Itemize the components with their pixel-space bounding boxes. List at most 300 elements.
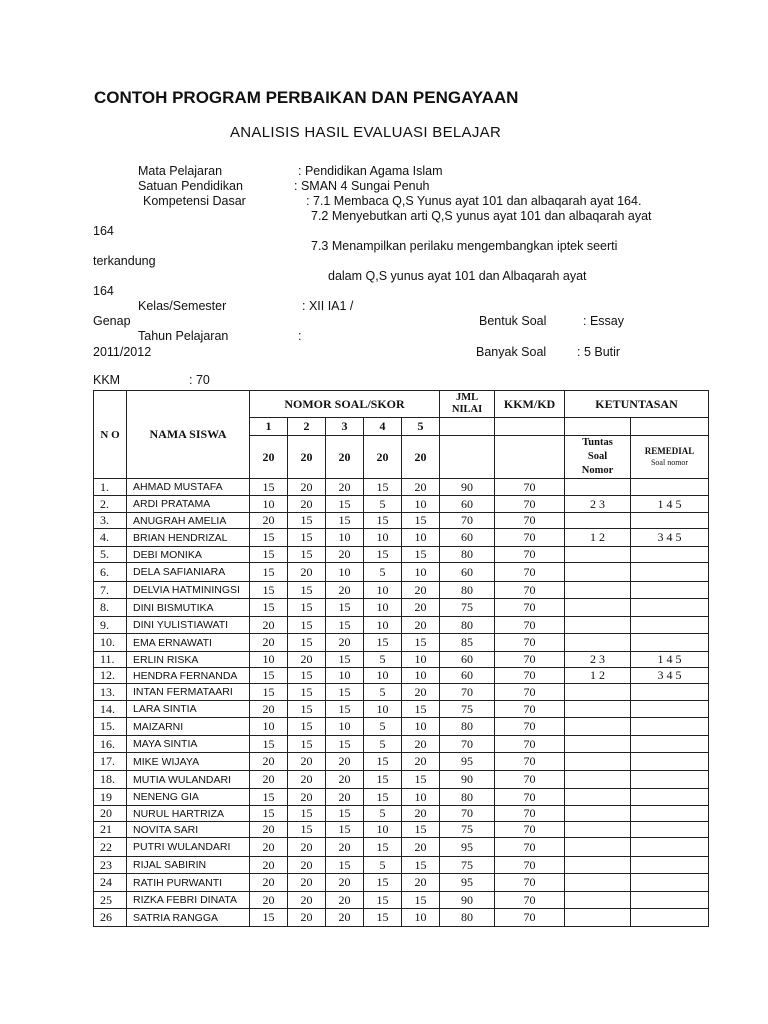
remedial-soal: [631, 822, 709, 838]
mapel-label: Mata Pelajaran: [138, 164, 223, 178]
question-score: 15: [288, 617, 326, 634]
row-number: 7.: [94, 582, 127, 599]
tuntas-soal: 1 2: [565, 668, 631, 684]
question-score: 20: [250, 892, 288, 909]
banyak-soal-label: Banyak Soal: [476, 345, 547, 359]
kd-line-4: dalam Q,S yunus ayat 101 dan Albaqarah ayat: [328, 269, 587, 283]
question-score: 10: [402, 909, 440, 927]
question-number: 4: [364, 418, 402, 436]
kelas-label: Kelas/Semester: [138, 299, 227, 313]
question-score: 10: [402, 789, 440, 806]
question-score: 10: [364, 701, 402, 718]
row-number: 26: [94, 909, 127, 927]
remedial-soal: 1 4 5: [631, 496, 709, 513]
tuntas-soal: [565, 701, 631, 718]
question-score: 5: [364, 736, 402, 753]
header-nomor-soal: NOMOR SOAL/SKOR: [250, 391, 440, 418]
header-remedial: [631, 436, 709, 479]
question-score: 20: [288, 479, 326, 496]
header-remedial-title: REMEDIAL: [644, 446, 695, 456]
empty-cell: [631, 418, 709, 436]
remedial-soal: [631, 909, 709, 927]
question-score: 15: [326, 496, 364, 513]
question-score: 20: [250, 838, 288, 857]
student-name: ARDI PRATAMA: [127, 496, 250, 513]
row-number: 20: [94, 806, 127, 822]
question-score: 15: [402, 857, 440, 874]
student-name: EMA ERNAWATI: [127, 634, 250, 652]
total-score: 90: [440, 771, 495, 789]
empty-cell: [565, 418, 631, 436]
question-score: 15: [402, 701, 440, 718]
kkm-value: 70: [495, 789, 565, 806]
total-score: 80: [440, 718, 495, 736]
table-row: [94, 652, 709, 668]
row-number: 22: [94, 838, 127, 857]
question-score: 10: [402, 718, 440, 736]
question-score: 15: [326, 822, 364, 838]
student-name: NOVITA SARI: [127, 822, 250, 838]
question-score: 20: [326, 909, 364, 927]
kkm-value: 70: [495, 718, 565, 736]
question-score: 20: [402, 599, 440, 617]
table-row: [94, 582, 709, 599]
remedial-soal: [631, 634, 709, 652]
table-row: [94, 617, 709, 634]
total-score: 75: [440, 822, 495, 838]
remedial-soal: [631, 736, 709, 753]
row-number: 24: [94, 874, 127, 892]
student-name: AHMAD MUSTAFA: [127, 479, 250, 496]
kd-line-3-wrap: terkandung: [93, 254, 156, 268]
question-score: 15: [250, 668, 288, 684]
question-score: 20: [402, 479, 440, 496]
total-score: 90: [440, 479, 495, 496]
row-number: 10.: [94, 634, 127, 652]
question-score: 20: [250, 822, 288, 838]
total-score: 75: [440, 701, 495, 718]
question-score: 20: [250, 617, 288, 634]
kkm-value: 70: [495, 547, 565, 563]
kkm-value: 70: [495, 563, 565, 582]
question-score: 20: [326, 479, 364, 496]
table-row: [94, 668, 709, 684]
satuan-label: Satuan Pendidikan: [138, 179, 243, 193]
kkm-value: 70: [495, 652, 565, 668]
question-score: 15: [364, 838, 402, 857]
student-name: RATIH PURWANTI: [127, 874, 250, 892]
question-score: 20: [326, 582, 364, 599]
question-score: 5: [364, 806, 402, 822]
student-name: RIJAL SABIRIN: [127, 857, 250, 874]
header-ketuntasan: KETUNTASAN: [565, 391, 709, 418]
remedial-soal: [631, 479, 709, 496]
question-score: 10: [402, 668, 440, 684]
grade-rows: [94, 479, 709, 927]
header-remedial-sub: Soal nomor: [650, 458, 689, 467]
student-name: PUTRI WULANDARI: [127, 838, 250, 857]
remedial-soal: [631, 701, 709, 718]
question-score: 10: [402, 563, 440, 582]
question-score: 10: [326, 529, 364, 547]
total-score: 80: [440, 909, 495, 927]
tahun-wrap: 2011/2012: [93, 345, 152, 359]
empty-cell: [440, 418, 495, 436]
kkm-value: 70: [495, 496, 565, 513]
question-score: 10: [326, 718, 364, 736]
total-score: 95: [440, 874, 495, 892]
question-score: 15: [326, 736, 364, 753]
remedial-soal: [631, 789, 709, 806]
tuntas-soal: [565, 513, 631, 529]
remedial-soal: [631, 582, 709, 599]
remedial-soal: [631, 513, 709, 529]
table-row: [94, 563, 709, 582]
tuntas-soal: [565, 771, 631, 789]
kkm-value: 70: [495, 838, 565, 857]
row-number: 25: [94, 892, 127, 909]
question-score: 20: [250, 634, 288, 652]
question-score: 15: [288, 513, 326, 529]
table-row: [94, 822, 709, 838]
question-score: 10: [364, 582, 402, 599]
kkm-value: 70: [495, 892, 565, 909]
tuntas-soal: [565, 718, 631, 736]
remedial-soal: [631, 771, 709, 789]
remedial-soal: [631, 547, 709, 563]
question-score: 15: [250, 547, 288, 563]
kkm-value: 70: [495, 701, 565, 718]
remedial-soal: 1 4 5: [631, 652, 709, 668]
question-score: 20: [326, 634, 364, 652]
tuntas-soal: 2 3: [565, 496, 631, 513]
question-score: 20: [326, 547, 364, 563]
total-score: 60: [440, 496, 495, 513]
kkm-value: 70: [495, 753, 565, 771]
question-score: 20: [402, 874, 440, 892]
student-name: ANUGRAH AMELIA: [127, 513, 250, 529]
kd-line-2-wrap: 164: [93, 224, 114, 238]
row-number: 15.: [94, 718, 127, 736]
question-score: 15: [250, 479, 288, 496]
question-score: 15: [326, 701, 364, 718]
question-score: 20: [288, 874, 326, 892]
question-score: 15: [326, 513, 364, 529]
table-row: [94, 892, 709, 909]
question-score: 10: [250, 718, 288, 736]
tuntas-soal: [565, 736, 631, 753]
tuntas-soal: [565, 753, 631, 771]
total-score: 90: [440, 892, 495, 909]
remedial-soal: [631, 718, 709, 736]
table-row: [94, 789, 709, 806]
question-score: 15: [364, 753, 402, 771]
remedial-soal: [631, 838, 709, 857]
question-score: 20: [288, 789, 326, 806]
question-score: 20: [326, 753, 364, 771]
question-score: 15: [326, 857, 364, 874]
total-score: 70: [440, 806, 495, 822]
row-number: 8.: [94, 599, 127, 617]
table-row: [94, 599, 709, 617]
tuntas-soal: [565, 838, 631, 857]
question-score: 10: [326, 563, 364, 582]
question-score: 15: [364, 909, 402, 927]
table-row: [94, 874, 709, 892]
row-number: 1.: [94, 479, 127, 496]
kkm-value: 70: [495, 617, 565, 634]
header-tuntas-soal-nomor: Tuntas Soal Nomor: [565, 436, 631, 479]
tahun-value: :: [298, 329, 302, 343]
question-score: 5: [364, 857, 402, 874]
question-score: 10: [364, 617, 402, 634]
question-score: 15: [364, 771, 402, 789]
row-number: 5.: [94, 547, 127, 563]
tuntas-soal: [565, 874, 631, 892]
total-score: 60: [440, 529, 495, 547]
table-row: [94, 684, 709, 701]
tuntas-soal: [565, 806, 631, 822]
total-score: 60: [440, 563, 495, 582]
question-score: 15: [364, 892, 402, 909]
kkm-value: 70: [495, 599, 565, 617]
table-row: [94, 634, 709, 652]
question-score: 20: [288, 496, 326, 513]
student-name: SATRIA RANGGA: [127, 909, 250, 927]
tuntas-soal: 1 2: [565, 529, 631, 547]
student-name: MAYA SINTIA: [127, 736, 250, 753]
question-max-score: 20: [364, 436, 402, 479]
remedial-soal: [631, 874, 709, 892]
row-number: 12.: [94, 668, 127, 684]
row-number: 23: [94, 857, 127, 874]
tuntas-soal: 2 3: [565, 652, 631, 668]
row-number: 17.: [94, 753, 127, 771]
student-name: DINI YULISTIAWATI: [127, 617, 250, 634]
question-score: 5: [364, 684, 402, 701]
tuntas-soal: [565, 582, 631, 599]
total-score: 80: [440, 582, 495, 599]
remedial-soal: [631, 857, 709, 874]
remedial-soal: [631, 563, 709, 582]
table-row: [94, 718, 709, 736]
question-score: 15: [402, 892, 440, 909]
tuntas-soal: [565, 857, 631, 874]
student-name: ERLIN RISKA: [127, 652, 250, 668]
question-score: 10: [364, 668, 402, 684]
header-nama-siswa: NAMA SISWA: [127, 391, 250, 479]
kkm-value: 70: [495, 479, 565, 496]
question-score: 10: [364, 599, 402, 617]
remedial-soal: [631, 617, 709, 634]
total-score: 95: [440, 753, 495, 771]
student-name: BRIAN HENDRIZAL: [127, 529, 250, 547]
total-score: 85: [440, 634, 495, 652]
question-score: 5: [364, 496, 402, 513]
kkm-value: 70: [495, 857, 565, 874]
question-score: 20: [402, 838, 440, 857]
table-row: [94, 857, 709, 874]
table-row: [94, 529, 709, 547]
row-number: 18.: [94, 771, 127, 789]
remedial-soal: [631, 892, 709, 909]
kd-line-2: 7.2 Menyebutkan arti Q,S yunus ayat 101 dan albaqarah ayat: [311, 209, 652, 223]
question-number: 5: [402, 418, 440, 436]
table-row: [94, 513, 709, 529]
question-score: 20: [288, 892, 326, 909]
banyak-soal-value: : 5 Butir: [577, 345, 621, 359]
question-score: 20: [288, 857, 326, 874]
question-score: 15: [364, 547, 402, 563]
row-number: 4.: [94, 529, 127, 547]
question-score: 20: [326, 892, 364, 909]
question-score: 15: [402, 771, 440, 789]
question-score: 20: [250, 857, 288, 874]
table-row: [94, 909, 709, 927]
table-row: [94, 838, 709, 857]
total-score: 80: [440, 617, 495, 634]
question-number: 2: [288, 418, 326, 436]
question-max-score: 20: [288, 436, 326, 479]
question-score: 20: [326, 874, 364, 892]
tuntas-soal: [565, 634, 631, 652]
question-score: 10: [250, 496, 288, 513]
question-score: 20: [326, 789, 364, 806]
row-number: 13.: [94, 684, 127, 701]
total-score: 80: [440, 789, 495, 806]
document-title: CONTOH PROGRAM PERBAIKAN DAN PENGAYAAN: [94, 88, 519, 107]
kkm-value: 70: [495, 582, 565, 599]
question-score: 20: [288, 909, 326, 927]
bentuk-soal-value: : Essay: [583, 314, 624, 328]
question-score: 10: [364, 529, 402, 547]
question-score: 20: [402, 753, 440, 771]
header-kkm-kd: KKM/KD: [495, 391, 565, 418]
student-name: RIZKA FEBRI DINATA: [127, 892, 250, 909]
tuntas-soal: [565, 617, 631, 634]
tuntas-soal: [565, 547, 631, 563]
student-name: MIKE WIJAYA: [127, 753, 250, 771]
tuntas-soal: [565, 822, 631, 838]
kkm-value: 70: [495, 806, 565, 822]
question-score: 15: [288, 822, 326, 838]
empty-cell: [440, 436, 495, 479]
tuntas-soal: [565, 563, 631, 582]
question-score: 15: [288, 736, 326, 753]
empty-cell: [495, 436, 565, 479]
question-score: 15: [250, 806, 288, 822]
kkm-value: : 70: [189, 373, 210, 387]
remedial-soal: 3 4 5: [631, 529, 709, 547]
question-score: 15: [250, 789, 288, 806]
row-number: 9.: [94, 617, 127, 634]
question-score: 15: [326, 652, 364, 668]
remedial-soal: [631, 599, 709, 617]
mapel-value: : Pendidikan Agama Islam: [298, 164, 443, 178]
row-number: 19: [94, 789, 127, 806]
question-score: 15: [364, 789, 402, 806]
question-score: 15: [326, 599, 364, 617]
student-name: NENENG GIA: [127, 789, 250, 806]
student-name: INTAN FERMATAARI: [127, 684, 250, 701]
row-number: 14.: [94, 701, 127, 718]
row-number: 3.: [94, 513, 127, 529]
remedial-soal: [631, 753, 709, 771]
student-name: DINI BISMUTIKA: [127, 599, 250, 617]
question-score: 15: [326, 806, 364, 822]
question-score: 15: [250, 582, 288, 599]
question-score: 10: [402, 529, 440, 547]
question-score: 20: [402, 582, 440, 599]
header-jml-nilai: JML NILAI: [440, 391, 495, 418]
total-score: 70: [440, 684, 495, 701]
question-score: 15: [402, 513, 440, 529]
question-score: 15: [364, 634, 402, 652]
kkm-value: 70: [495, 634, 565, 652]
empty-cell: [495, 418, 565, 436]
student-name: LARA SINTIA: [127, 701, 250, 718]
question-score: 20: [326, 771, 364, 789]
question-max-score: 20: [326, 436, 364, 479]
tuntas-soal: [565, 909, 631, 927]
question-score: 10: [364, 822, 402, 838]
remedial-soal: [631, 684, 709, 701]
kkm-value: 70: [495, 529, 565, 547]
question-score: 20: [288, 838, 326, 857]
row-number: 16.: [94, 736, 127, 753]
row-number: 6.: [94, 563, 127, 582]
question-score: 10: [402, 652, 440, 668]
kd-line-4-wrap: 164: [93, 284, 114, 298]
question-score: 20: [402, 806, 440, 822]
tuntas-soal: [565, 684, 631, 701]
table-row: [94, 771, 709, 789]
question-score: 15: [364, 513, 402, 529]
question-score: 20: [250, 701, 288, 718]
kkm-value: 70: [495, 668, 565, 684]
tuntas-soal: [565, 479, 631, 496]
table-row: [94, 479, 709, 496]
table-row: [94, 806, 709, 822]
total-score: 60: [440, 668, 495, 684]
kkm-value: 70: [495, 822, 565, 838]
student-name: NURUL HARTRIZA: [127, 806, 250, 822]
total-score: 60: [440, 652, 495, 668]
question-score: 15: [402, 634, 440, 652]
kd-label: Kompetensi Dasar: [143, 194, 246, 208]
kkm-value: 70: [495, 736, 565, 753]
question-score: 20: [250, 771, 288, 789]
question-score: 10: [402, 496, 440, 513]
kelas-value: : XII IA1 /: [302, 299, 354, 313]
question-score: 15: [288, 582, 326, 599]
table-row: [94, 547, 709, 563]
student-name: DELA SAFIANIARA: [127, 563, 250, 582]
kkm-value: 70: [495, 909, 565, 927]
question-score: 15: [250, 529, 288, 547]
question-max-score: 20: [250, 436, 288, 479]
kkm-value: 70: [495, 684, 565, 701]
table-row: [94, 736, 709, 753]
kkm-value: 70: [495, 771, 565, 789]
question-score: 15: [288, 684, 326, 701]
student-name: DELVIA HATMININGSI: [127, 582, 250, 599]
remedial-soal: [631, 806, 709, 822]
question-score: 20: [288, 771, 326, 789]
question-score: 20: [288, 652, 326, 668]
kelas-wrap: Genap: [93, 314, 131, 328]
question-score: 15: [288, 547, 326, 563]
